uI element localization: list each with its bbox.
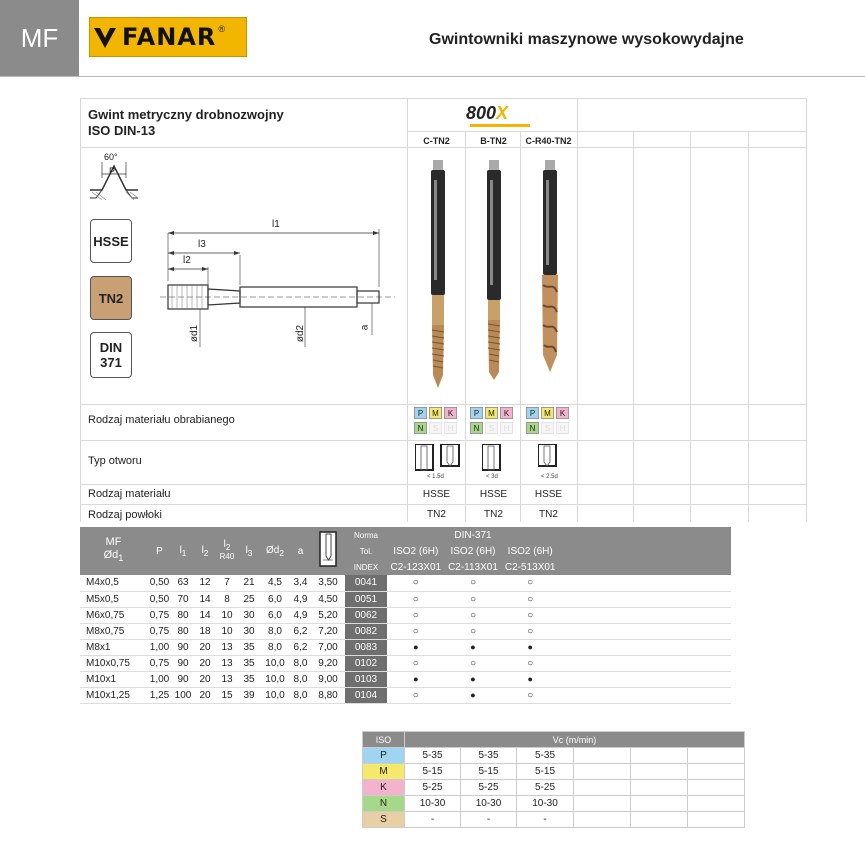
vc-iso-p: P [363, 748, 405, 764]
cell-d2: 10,0 [260, 671, 290, 687]
table-row [80, 591, 731, 607]
empty-cell [631, 764, 688, 780]
availability-mark: ○ [387, 591, 445, 607]
empty-cell [673, 687, 731, 703]
cell-p: 0,50 [147, 575, 172, 591]
empty-cell [688, 764, 745, 780]
cell-size: M10x1 [80, 671, 147, 687]
empty-cell [673, 639, 731, 655]
cell-a: 8,0 [290, 655, 311, 671]
hole-caption-3: < 2.5d [541, 474, 558, 480]
th-drill-icon [311, 527, 345, 575]
th-l2-r40: $l_2$ R40 [216, 527, 238, 575]
vc-iso-header: ISO [363, 732, 405, 748]
cell-l1: 90 [172, 671, 194, 687]
empty-cell [559, 671, 615, 687]
cell-l2r: 7 [216, 575, 238, 591]
th-index-1: C2-123X01 [387, 559, 445, 575]
empty-cell [559, 655, 615, 671]
material-box-s: S [541, 422, 554, 434]
cell-dd: 7,20 [311, 623, 345, 639]
cell-a: 6,2 [290, 623, 311, 639]
cell-l2r: 10 [216, 607, 238, 623]
empty-cell [615, 623, 673, 639]
empty-cell [688, 748, 745, 764]
cell-dd: 4,50 [311, 591, 345, 607]
vc-row [363, 812, 745, 828]
brand-logo [89, 17, 247, 57]
empty-cell [615, 607, 673, 623]
cell-l1: 100 [172, 687, 194, 703]
empty-cell [673, 575, 731, 591]
empty-cell [615, 591, 673, 607]
series-logo [466, 103, 508, 124]
th-l1: $l_1$ [172, 527, 194, 575]
vc-value: 10-30 [517, 796, 574, 812]
dim-a: a [359, 324, 371, 331]
cell-l1: 90 [172, 655, 194, 671]
th-din: DIN-371 [387, 527, 559, 543]
material-box-k: K [500, 407, 513, 419]
cell-l2: 18 [194, 623, 216, 639]
col-header-3: C-R40-TN2 [525, 136, 572, 146]
material-box-n: N [526, 422, 539, 434]
grid-line [577, 98, 578, 522]
cell-l2r: 10 [216, 623, 238, 639]
material-box-s: S [429, 422, 442, 434]
col-header-1: C-TN2 [423, 136, 450, 146]
tn2-badge [90, 276, 132, 320]
din-badge-label: DIN 371 [99, 340, 123, 370]
material-box-n: N [414, 422, 427, 434]
row-label-hole-type: Typ otworu [88, 455, 142, 467]
empty-cell [615, 655, 673, 671]
availability-mark: ○ [501, 655, 559, 671]
hole-caption-2: < 3d [486, 474, 498, 480]
cell-l2r: 13 [216, 671, 238, 687]
cell-l2: 14 [194, 607, 216, 623]
cell-l3: 35 [238, 639, 260, 655]
cell-d2: 8,0 [260, 639, 290, 655]
availability-mark: ● [445, 687, 502, 703]
cell-index: 0102 [345, 655, 387, 671]
material-box-h: H [500, 422, 513, 434]
cell-p: 1,25 [147, 687, 172, 703]
th-tol-1: ISO2 (6H) [387, 543, 445, 559]
availability-mark: ● [387, 671, 445, 687]
product-title-line2: ISO DIN-13 [88, 123, 156, 138]
material-box-k: K [556, 407, 569, 419]
cell-l1: 70 [172, 591, 194, 607]
tn2-badge-label: TN2 [98, 290, 124, 306]
cell-l2r: 13 [216, 655, 238, 671]
series-logo-underline [470, 124, 530, 127]
tool-material-3: HSSE [534, 489, 563, 500]
empty-cell [574, 764, 631, 780]
th-index-2: C2-113X01 [445, 559, 502, 575]
empty-cell [559, 575, 615, 591]
tool-material-1: HSSE [422, 489, 451, 500]
cell-p: 1,00 [147, 639, 172, 655]
cell-p: 0,50 [147, 591, 172, 607]
cell-index: 0103 [345, 671, 387, 687]
row-label-tool-material: Rodzaj materiału [88, 488, 171, 500]
angle-label: 60° [104, 152, 118, 162]
cell-index: 0104 [345, 687, 387, 703]
cell-l2r: 15 [216, 687, 238, 703]
hsse-badge-label: HSSE [93, 233, 129, 249]
table-row [80, 575, 731, 591]
material-box-h: H [444, 422, 457, 434]
th-l2: $l_2$ [194, 527, 216, 575]
cell-l2r: 13 [216, 639, 238, 655]
vc-value: - [517, 812, 574, 828]
vc-row [363, 796, 745, 812]
vc-value: 5-35 [461, 748, 517, 764]
vc-iso-k: K [363, 780, 405, 796]
cell-d2: 4,5 [260, 575, 290, 591]
cell-a: 4,9 [290, 607, 311, 623]
cell-a: 4,9 [290, 591, 311, 607]
cell-l2: 20 [194, 671, 216, 687]
tap-image-c-tn2 [428, 160, 448, 405]
empty-cell [559, 607, 615, 623]
grid-line [407, 98, 408, 522]
vc-value: 5-35 [517, 748, 574, 764]
cell-index: 0051 [345, 591, 387, 607]
empty-cell [673, 607, 731, 623]
availability-mark: ○ [387, 575, 445, 591]
section-code: MF [20, 23, 59, 53]
grid-line [633, 131, 634, 522]
vc-value: 5-35 [405, 748, 461, 764]
th-d2: $Ød_2$ [260, 527, 290, 575]
grid-line [80, 440, 807, 441]
vc-value: 5-25 [405, 780, 461, 796]
availability-mark: ● [501, 671, 559, 687]
grid-line [465, 131, 466, 522]
th-mf: MF $Ød_1$ [80, 527, 147, 575]
row-label-coating: Rodzaj powłoki [88, 509, 162, 521]
drill-hole-icon [317, 530, 339, 570]
cell-l2r: 8 [216, 591, 238, 607]
th-a: a [290, 527, 311, 575]
vc-value: - [405, 812, 461, 828]
section-code-badge [0, 0, 79, 77]
coating-3: TN2 [539, 509, 558, 520]
tool-material-2: HSSE [479, 489, 508, 500]
material-box-n: N [470, 422, 483, 434]
empty-cell [615, 687, 673, 703]
cell-p: 0,75 [147, 607, 172, 623]
cell-size: M4x0,5 [80, 575, 147, 591]
th-tol-3: ISO2 (6H) [501, 543, 559, 559]
empty-cell [673, 623, 731, 639]
empty-cell [574, 780, 631, 796]
cell-d2: 10,0 [260, 687, 290, 703]
material-box-m: M [541, 407, 554, 419]
header-divider [0, 76, 865, 77]
grid-line [690, 131, 691, 522]
cell-l3: 35 [238, 655, 260, 671]
availability-mark: ○ [445, 575, 502, 591]
grid-line [806, 98, 807, 522]
empty-cell [631, 796, 688, 812]
availability-mark: ○ [387, 623, 445, 639]
grid-line [80, 504, 807, 505]
material-box-p: P [470, 407, 483, 419]
cell-l1: 63 [172, 575, 194, 591]
vc-row [363, 748, 745, 764]
grid-line [80, 98, 807, 99]
vc-value: 10-30 [461, 796, 517, 812]
table-row [80, 639, 731, 655]
cell-p: 1,00 [147, 671, 172, 687]
row-label-material-type: Rodzaj materiału obrabianego [88, 414, 235, 426]
availability-mark: ○ [445, 655, 502, 671]
cell-d2: 8,0 [260, 623, 290, 639]
dim-d2: ød2 [295, 324, 307, 343]
availability-mark: ○ [501, 687, 559, 703]
vc-row [363, 780, 745, 796]
material-box-m: M [485, 407, 498, 419]
cell-l3: 21 [238, 575, 260, 591]
cell-size: M10x0,75 [80, 655, 147, 671]
cell-dd: 9,20 [311, 655, 345, 671]
vc-header: Vc (m/min) [405, 732, 745, 748]
cell-l2: 20 [194, 655, 216, 671]
cell-a: 8,0 [290, 687, 311, 703]
table-row [80, 671, 731, 687]
dim-l3: l3 [198, 239, 206, 250]
vc-iso-s: S [363, 812, 405, 828]
vc-value: 5-25 [461, 780, 517, 796]
series-logo-x: X [496, 103, 509, 123]
table-row [80, 655, 731, 671]
th-tol: Tol. [345, 543, 387, 559]
cell-a: 8,0 [290, 671, 311, 687]
table-row [80, 687, 731, 703]
availability-mark: ○ [387, 687, 445, 703]
empty-cell [574, 796, 631, 812]
cutting-speed-table [362, 731, 745, 828]
empty-cell [688, 812, 745, 828]
material-box-h: H [556, 422, 569, 434]
cell-l3: 30 [238, 623, 260, 639]
cell-l3: 30 [238, 607, 260, 623]
cell-l2: 14 [194, 591, 216, 607]
availability-mark: ● [445, 671, 502, 687]
cell-size: M8x0,75 [80, 623, 147, 639]
material-box-k: K [444, 407, 457, 419]
coating-1: TN2 [427, 509, 446, 520]
cell-d2: 6,0 [260, 591, 290, 607]
product-title [88, 107, 284, 139]
material-box-s: S [485, 422, 498, 434]
th-tol-2: ISO2 (6H) [445, 543, 502, 559]
cell-size: M5x0,5 [80, 591, 147, 607]
vc-value: 10-30 [405, 796, 461, 812]
empty-cell [673, 591, 731, 607]
empty-cell [559, 639, 615, 655]
cell-dd: 3,50 [311, 575, 345, 591]
vc-iso-n: N [363, 796, 405, 812]
vc-value: 5-15 [517, 764, 574, 780]
dim-l1: l1 [272, 219, 280, 230]
table-row [80, 607, 731, 623]
th-index: INDEX [345, 559, 387, 575]
page-title: Gwintowniki maszynowe wysokowydajne [429, 31, 744, 48]
empty-cell [574, 748, 631, 764]
material-box-m: M [429, 407, 442, 419]
cell-l1: 80 [172, 623, 194, 639]
empty-cell [559, 623, 615, 639]
empty-cell [673, 655, 731, 671]
vc-value: 5-15 [461, 764, 517, 780]
grid-line [748, 131, 749, 522]
vc-value: 5-25 [517, 780, 574, 796]
cell-l2: 12 [194, 575, 216, 591]
grid-line [80, 484, 807, 485]
availability-mark: ○ [445, 623, 502, 639]
empty-cell [688, 796, 745, 812]
empty-cell [615, 639, 673, 655]
dim-l2: l2 [183, 255, 191, 266]
empty-cell [631, 812, 688, 828]
cell-dd: 7,00 [311, 639, 345, 655]
cell-d2: 10,0 [260, 655, 290, 671]
dim-d1: ød1 [189, 324, 201, 343]
cell-index: 0082 [345, 623, 387, 639]
empty-cell [631, 780, 688, 796]
grid-line [80, 147, 807, 148]
cell-p: 0,75 [147, 623, 172, 639]
availability-mark: ○ [387, 655, 445, 671]
cell-l3: 35 [238, 671, 260, 687]
availability-mark: ○ [501, 575, 559, 591]
th-l3: $l_3$ [238, 527, 260, 575]
empty-cell [574, 812, 631, 828]
dimensions-table [80, 527, 731, 704]
empty-cell [631, 748, 688, 764]
vc-row [363, 764, 745, 780]
cell-size: M8x1 [80, 639, 147, 655]
table-row [80, 623, 731, 639]
tap-image-b-tn2 [484, 160, 504, 405]
col-header-2: B-TN2 [480, 136, 507, 146]
availability-mark: ● [387, 639, 445, 655]
cell-l1: 90 [172, 639, 194, 655]
cell-l1: 80 [172, 607, 194, 623]
cell-size: M10x1,25 [80, 687, 147, 703]
grid-line [407, 131, 807, 132]
vc-value: - [461, 812, 517, 828]
availability-mark: ○ [501, 591, 559, 607]
cell-d2: 6,0 [260, 607, 290, 623]
tap-dimension-drawing [150, 215, 400, 360]
vc-value: 5-15 [405, 764, 461, 780]
registered-mark: ® [218, 24, 225, 34]
cell-l2: 20 [194, 687, 216, 703]
availability-mark: ● [501, 639, 559, 655]
empty-cell [615, 575, 673, 591]
th-norma: Norma [345, 527, 387, 543]
availability-mark: ● [445, 639, 502, 655]
empty-cell [688, 780, 745, 796]
material-box-p: P [414, 407, 427, 419]
cell-dd: 8,80 [311, 687, 345, 703]
din-badge [90, 332, 132, 378]
hole-caption-1: < 1.5d [427, 474, 444, 480]
grid-line [80, 98, 81, 522]
material-box-p: P [526, 407, 539, 419]
cell-index: 0041 [345, 575, 387, 591]
cell-index: 0083 [345, 639, 387, 655]
th-p: P [147, 527, 172, 575]
series-logo-number: 800 [466, 103, 497, 123]
availability-mark: ○ [501, 623, 559, 639]
pitch-label: P [109, 166, 116, 176]
empty-cell [559, 687, 615, 703]
availability-mark: ○ [445, 591, 502, 607]
dimensions-table-body [80, 575, 731, 703]
cell-index: 0062 [345, 607, 387, 623]
empty-cell [615, 671, 673, 687]
cell-dd: 5,20 [311, 607, 345, 623]
hsse-badge [90, 219, 132, 263]
cell-size: M6x0,75 [80, 607, 147, 623]
cell-l3: 25 [238, 591, 260, 607]
cell-l2: 20 [194, 639, 216, 655]
grid-line [520, 131, 521, 522]
cell-a: 3,4 [290, 575, 311, 591]
availability-mark: ○ [387, 607, 445, 623]
cell-l3: 39 [238, 687, 260, 703]
v-logo-icon [90, 18, 120, 56]
cell-dd: 9,00 [311, 671, 345, 687]
cell-a: 6,2 [290, 639, 311, 655]
vc-iso-m: M [363, 764, 405, 780]
empty-cell [559, 591, 615, 607]
empty-cell [673, 671, 731, 687]
brand-name: FANAR [122, 23, 217, 51]
coating-2: TN2 [484, 509, 503, 520]
availability-mark: ○ [501, 607, 559, 623]
th-index-3: C2-513X01 [501, 559, 559, 575]
product-title-line1: Gwint metryczny drobnozwojny [88, 107, 284, 122]
tap-image-c-r40-tn2 [539, 160, 561, 405]
availability-mark: ○ [445, 607, 502, 623]
cell-p: 0,75 [147, 655, 172, 671]
